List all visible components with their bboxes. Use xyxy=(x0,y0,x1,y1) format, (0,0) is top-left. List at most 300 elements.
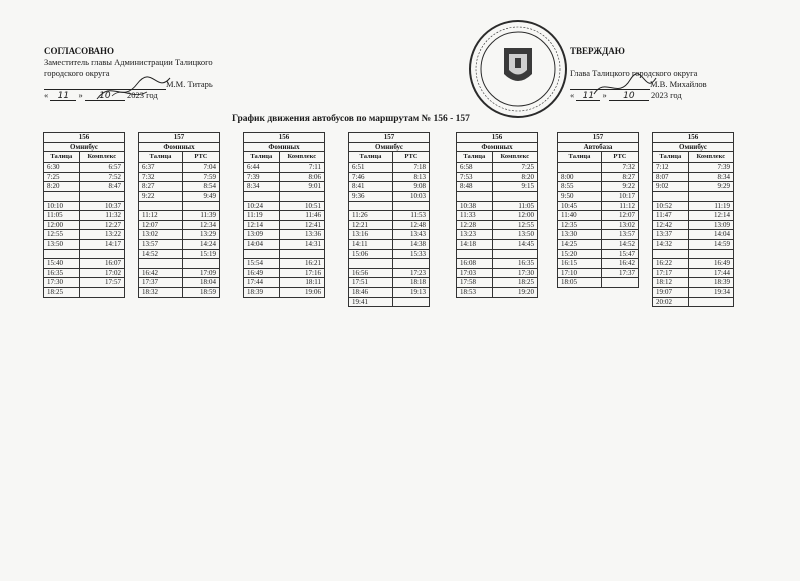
return-time: 10:51 xyxy=(279,201,324,211)
return-time: 15:33 xyxy=(392,249,429,259)
return-time: 12:00 xyxy=(492,211,537,221)
table-row xyxy=(653,163,734,173)
return-time: 19:20 xyxy=(492,287,537,297)
table-row xyxy=(139,278,220,288)
column-header-to: РТС xyxy=(601,152,638,163)
table-row xyxy=(139,249,220,259)
departure-time: 6:44 xyxy=(244,163,280,173)
departure-time: 12:07 xyxy=(139,220,183,230)
table-row xyxy=(457,163,538,173)
departure-time xyxy=(558,163,602,173)
return-time: 11:53 xyxy=(392,211,429,221)
table-row xyxy=(244,163,325,173)
table-row xyxy=(244,191,325,201)
table-row xyxy=(457,278,538,288)
departure-time: 16:08 xyxy=(457,259,493,269)
carrier-name: Фоминых xyxy=(457,142,538,152)
departure-time: 11:47 xyxy=(653,211,689,221)
return-time: 8:13 xyxy=(392,172,429,182)
departure-time: 18:39 xyxy=(244,287,280,297)
departure-time: 9:02 xyxy=(653,182,689,192)
return-time: 13:09 xyxy=(688,220,733,230)
table-row xyxy=(44,239,125,249)
return-time: 18:04 xyxy=(182,278,219,288)
approval-block-right: ТВЕРЖДАЮ Глава Талицкого городского округа М.В. Михайлов « 11 » 10 2023 год xyxy=(570,46,707,101)
table-row xyxy=(457,201,538,211)
departure-time: 13:16 xyxy=(349,230,393,240)
return-time: 6:57 xyxy=(79,163,124,173)
date-month-right: 10 xyxy=(609,91,649,101)
return-time: 10:03 xyxy=(392,191,429,201)
column-header-from: Талица xyxy=(558,152,602,163)
departure-time: 7:25 xyxy=(44,172,80,182)
return-time: 13:50 xyxy=(492,230,537,240)
table-row xyxy=(558,172,639,182)
return-time: 12:07 xyxy=(601,211,638,221)
return-time: 15:19 xyxy=(182,249,219,259)
return-time: 7:11 xyxy=(279,163,324,173)
return-time: 11:12 xyxy=(601,201,638,211)
return-time: 7:32 xyxy=(601,163,638,173)
approval-position-line2: городского округа xyxy=(44,68,110,78)
table-row xyxy=(653,278,734,288)
table-row xyxy=(457,220,538,230)
table-row xyxy=(139,191,220,201)
departure-time xyxy=(139,201,183,211)
return-time: 17:44 xyxy=(688,268,733,278)
route-number: 156 xyxy=(244,133,325,143)
departure-time xyxy=(349,259,393,269)
departure-time: 19:41 xyxy=(349,297,393,307)
departure-time: 14:25 xyxy=(558,239,602,249)
table-row xyxy=(139,268,220,278)
table-row xyxy=(44,220,125,230)
table-row xyxy=(139,182,220,192)
departure-time: 17:17 xyxy=(653,268,689,278)
return-time xyxy=(182,259,219,269)
table-row xyxy=(139,172,220,182)
approval-position-right: Глава Талицкого городского округа xyxy=(570,68,698,78)
departure-time: 11:05 xyxy=(44,211,80,221)
departure-time: 20:02 xyxy=(653,297,689,307)
table-row xyxy=(558,239,639,249)
departure-time: 14:04 xyxy=(244,239,280,249)
route-number: 157 xyxy=(139,133,220,143)
departure-time: 17:10 xyxy=(558,268,602,278)
table-row xyxy=(653,211,734,221)
return-time: 14:38 xyxy=(392,239,429,249)
departure-time: 8:48 xyxy=(457,182,493,192)
table-row xyxy=(653,191,734,201)
departure-time: 9:50 xyxy=(558,191,602,201)
departure-time: 16:49 xyxy=(244,268,280,278)
route-number: 156 xyxy=(653,133,734,143)
table-row xyxy=(244,249,325,259)
table-row xyxy=(457,268,538,278)
return-time: 16:21 xyxy=(279,259,324,269)
table-row xyxy=(349,201,430,211)
departure-time: 16:42 xyxy=(139,268,183,278)
departure-time: 6:58 xyxy=(457,163,493,173)
return-time: 14:04 xyxy=(688,230,733,240)
departure-time: 14:52 xyxy=(139,249,183,259)
return-time: 17:30 xyxy=(492,268,537,278)
return-time: 14:31 xyxy=(279,239,324,249)
return-time xyxy=(601,278,638,288)
table-row xyxy=(558,182,639,192)
return-time: 16:49 xyxy=(688,259,733,269)
return-time: 10:17 xyxy=(601,191,638,201)
departure-time: 8:07 xyxy=(653,172,689,182)
return-time xyxy=(79,191,124,201)
return-time xyxy=(79,249,124,259)
return-time: 17:57 xyxy=(79,278,124,288)
departure-time: 18:53 xyxy=(457,287,493,297)
table-row xyxy=(558,249,639,259)
table-row xyxy=(653,182,734,192)
table-row xyxy=(349,249,430,259)
table-row xyxy=(244,268,325,278)
return-time: 14:59 xyxy=(688,239,733,249)
table-row xyxy=(653,259,734,269)
departure-time: 10:38 xyxy=(457,201,493,211)
return-time: 11:05 xyxy=(492,201,537,211)
departure-time: 17:44 xyxy=(244,278,280,288)
table-row xyxy=(139,239,220,249)
return-time: 18:11 xyxy=(279,278,324,288)
table-row xyxy=(349,211,430,221)
table-row xyxy=(349,182,430,192)
departure-time: 12:35 xyxy=(558,220,602,230)
table-row xyxy=(244,259,325,269)
departure-time: 14:11 xyxy=(349,239,393,249)
departure-time: 11:19 xyxy=(244,211,280,221)
column-header-from: Талица xyxy=(349,152,393,163)
route-number: 156 xyxy=(44,133,125,143)
departure-time xyxy=(244,249,280,259)
table-row xyxy=(44,172,125,182)
departure-time xyxy=(457,249,493,259)
table-row xyxy=(653,297,734,307)
departure-time: 12:21 xyxy=(349,220,393,230)
approval-position-line1: Заместитель главы Администрации Талицкого xyxy=(44,57,213,67)
departure-time: 13:30 xyxy=(558,230,602,240)
table-row xyxy=(139,220,220,230)
carrier-name: Автобаза xyxy=(558,142,639,152)
return-time xyxy=(79,287,124,297)
return-time: 12:55 xyxy=(492,220,537,230)
return-time: 18:25 xyxy=(492,278,537,288)
table-row xyxy=(558,201,639,211)
departure-time: 9:36 xyxy=(349,191,393,201)
return-time xyxy=(392,201,429,211)
return-time xyxy=(688,191,733,201)
departure-time: 13:50 xyxy=(44,239,80,249)
return-time: 9:29 xyxy=(688,182,733,192)
table-row xyxy=(558,230,639,240)
schedule-table xyxy=(652,132,734,307)
departure-time: 11:40 xyxy=(558,211,602,221)
return-time: 11:39 xyxy=(182,211,219,221)
return-time: 10:37 xyxy=(79,201,124,211)
return-time xyxy=(279,191,324,201)
return-time: 17:09 xyxy=(182,268,219,278)
departure-time: 18:12 xyxy=(653,278,689,288)
return-time: 13:22 xyxy=(79,230,124,240)
table-row xyxy=(349,259,430,269)
return-time xyxy=(279,249,324,259)
return-time: 14:24 xyxy=(182,239,219,249)
table-row xyxy=(244,182,325,192)
table-row xyxy=(139,163,220,173)
column-header-to: Комплекс xyxy=(492,152,537,163)
table-row xyxy=(457,259,538,269)
table-row xyxy=(653,239,734,249)
table-row xyxy=(349,230,430,240)
departure-time: 10:10 xyxy=(44,201,80,211)
departure-time xyxy=(653,249,689,259)
signer-name-left: М.М. Титарь xyxy=(166,79,213,89)
route-number: 156 xyxy=(457,133,538,143)
departure-time xyxy=(457,191,493,201)
return-time: 18:18 xyxy=(392,278,429,288)
table-row xyxy=(349,297,430,307)
departure-time: 10:45 xyxy=(558,201,602,211)
departure-time: 11:33 xyxy=(457,211,493,221)
departure-time: 11:26 xyxy=(349,211,393,221)
departure-time: 7:32 xyxy=(139,172,183,182)
table-row xyxy=(244,211,325,221)
table-row xyxy=(457,287,538,297)
carrier-name: Омнибус xyxy=(44,142,125,152)
departure-time: 16:56 xyxy=(349,268,393,278)
table-row xyxy=(244,172,325,182)
official-seal xyxy=(462,18,574,120)
departure-time: 13:02 xyxy=(139,230,183,240)
table-row xyxy=(653,172,734,182)
departure-time: 18:05 xyxy=(558,278,602,288)
approval-header-left: СОГЛАСОВАНО xyxy=(44,46,115,56)
departure-time: 7:53 xyxy=(457,172,493,182)
departure-time: 16:35 xyxy=(44,268,80,278)
departure-time: 17:58 xyxy=(457,278,493,288)
date-month-left: 10 xyxy=(85,91,125,101)
return-time: 9:15 xyxy=(492,182,537,192)
return-time: 12:27 xyxy=(79,220,124,230)
departure-time: 6:30 xyxy=(44,163,80,173)
departure-time: 8:55 xyxy=(558,182,602,192)
table-row xyxy=(349,239,430,249)
departure-time: 18:46 xyxy=(349,287,393,297)
return-time xyxy=(492,191,537,201)
departure-time xyxy=(44,191,80,201)
table-row xyxy=(244,287,325,297)
schedule-table xyxy=(243,132,325,298)
carrier-name: Фоминых xyxy=(139,142,220,152)
signature-scribble-right xyxy=(590,72,660,102)
return-time: 7:04 xyxy=(182,163,219,173)
return-time: 7:39 xyxy=(688,163,733,173)
table-row xyxy=(457,211,538,221)
return-time: 12:34 xyxy=(182,220,219,230)
route-number: 157 xyxy=(558,133,639,143)
departure-time: 7:12 xyxy=(653,163,689,173)
table-row xyxy=(558,259,639,269)
return-time: 17:23 xyxy=(392,268,429,278)
column-header-from: Талица xyxy=(44,152,80,163)
departure-time: 18:25 xyxy=(44,287,80,297)
schedule-table xyxy=(138,132,220,298)
return-time: 13:57 xyxy=(601,230,638,240)
carrier-name: Фоминых xyxy=(244,142,325,152)
return-time: 16:42 xyxy=(601,259,638,269)
departure-time: 19:07 xyxy=(653,287,689,297)
departure-time: 17:30 xyxy=(44,278,80,288)
return-time: 19:13 xyxy=(392,287,429,297)
departure-time: 10:24 xyxy=(244,201,280,211)
table-row xyxy=(349,220,430,230)
schedule-table xyxy=(557,132,639,288)
table-row xyxy=(457,172,538,182)
departure-time: 16:15 xyxy=(558,259,602,269)
departure-time: 14:32 xyxy=(653,239,689,249)
table-row xyxy=(653,230,734,240)
departure-time: 12:28 xyxy=(457,220,493,230)
return-time: 7:18 xyxy=(392,163,429,173)
return-time: 7:59 xyxy=(182,172,219,182)
return-time: 12:48 xyxy=(392,220,429,230)
return-time: 19:06 xyxy=(279,287,324,297)
departure-time: 9:22 xyxy=(139,191,183,201)
approval-block-left: СОГЛАСОВАНО Заместитель главы Администрации Талицкого городского округа М.М. Титарь « 11 » 10 2023 год xyxy=(44,46,213,101)
departure-time: 10:52 xyxy=(653,201,689,211)
table-row xyxy=(457,182,538,192)
date-day-right: 11 xyxy=(576,91,600,101)
table-row xyxy=(653,201,734,211)
table-row xyxy=(139,259,220,269)
table-row xyxy=(558,211,639,221)
table-row xyxy=(139,230,220,240)
departure-time: 18:32 xyxy=(139,287,183,297)
departure-time: 6:51 xyxy=(349,163,393,173)
table-row xyxy=(558,268,639,278)
departure-time: 16:22 xyxy=(653,259,689,269)
table-row xyxy=(653,268,734,278)
departure-time: 8:27 xyxy=(139,182,183,192)
departure-time: 12:14 xyxy=(244,220,280,230)
return-time xyxy=(492,249,537,259)
return-time: 16:07 xyxy=(79,259,124,269)
date-year-right: 2023 год xyxy=(651,90,682,100)
table-row xyxy=(558,278,639,288)
signature-scribble-left xyxy=(92,74,172,104)
column-header-to: РТС xyxy=(392,152,429,163)
departure-time xyxy=(139,259,183,269)
departure-time: 8:34 xyxy=(244,182,280,192)
table-row xyxy=(44,201,125,211)
return-time: 7:52 xyxy=(79,172,124,182)
departure-time xyxy=(44,249,80,259)
table-row xyxy=(457,230,538,240)
departure-time: 8:00 xyxy=(558,172,602,182)
return-time: 12:41 xyxy=(279,220,324,230)
table-row xyxy=(244,220,325,230)
departure-time: 8:20 xyxy=(44,182,80,192)
carrier-name: Омнибус xyxy=(349,142,430,152)
return-time: 19:34 xyxy=(688,287,733,297)
return-time: 18:39 xyxy=(688,278,733,288)
return-time: 9:49 xyxy=(182,191,219,201)
departure-time: 7:46 xyxy=(349,172,393,182)
departure-time: 13:23 xyxy=(457,230,493,240)
column-header-from: Талица xyxy=(653,152,689,163)
departure-time: 13:09 xyxy=(244,230,280,240)
return-time: 17:16 xyxy=(279,268,324,278)
table-row xyxy=(44,211,125,221)
departure-time: 12:00 xyxy=(44,220,80,230)
return-time: 8:06 xyxy=(279,172,324,182)
route-number: 157 xyxy=(349,133,430,143)
return-time xyxy=(688,249,733,259)
table-row xyxy=(558,163,639,173)
return-time xyxy=(688,297,733,307)
return-time: 11:32 xyxy=(79,211,124,221)
table-row xyxy=(244,239,325,249)
return-time: 14:45 xyxy=(492,239,537,249)
departure-time: 6:37 xyxy=(139,163,183,173)
table-row xyxy=(44,249,125,259)
return-time: 9:08 xyxy=(392,182,429,192)
table-row xyxy=(349,278,430,288)
carrier-name: Омнибус xyxy=(653,142,734,152)
table-row xyxy=(44,259,125,269)
table-row xyxy=(457,249,538,259)
table-row xyxy=(558,191,639,201)
departure-time: 15:40 xyxy=(44,259,80,269)
return-time: 8:54 xyxy=(182,182,219,192)
departure-time: 17:37 xyxy=(139,278,183,288)
date-year-left: 2023 год xyxy=(127,90,158,100)
column-header-from: Талица xyxy=(139,152,183,163)
table-row xyxy=(44,230,125,240)
table-row xyxy=(653,220,734,230)
table-row xyxy=(44,278,125,288)
return-time: 12:14 xyxy=(688,211,733,221)
return-time: 7:25 xyxy=(492,163,537,173)
column-header-to: РТС xyxy=(182,152,219,163)
table-row xyxy=(244,278,325,288)
table-row xyxy=(457,191,538,201)
departure-time: 7:39 xyxy=(244,172,280,182)
departure-time: 17:03 xyxy=(457,268,493,278)
table-row xyxy=(139,211,220,221)
departure-time: 12:42 xyxy=(653,220,689,230)
schedule-table xyxy=(456,132,538,298)
return-time xyxy=(392,259,429,269)
table-row xyxy=(44,163,125,173)
departure-time: 14:18 xyxy=(457,239,493,249)
departure-time: 11:12 xyxy=(139,211,183,221)
table-row xyxy=(558,220,639,230)
table-row xyxy=(653,249,734,259)
table-row xyxy=(349,287,430,297)
table-row xyxy=(244,230,325,240)
return-time xyxy=(182,201,219,211)
table-row xyxy=(139,287,220,297)
return-time: 14:52 xyxy=(601,239,638,249)
departure-time xyxy=(349,201,393,211)
table-row xyxy=(349,268,430,278)
